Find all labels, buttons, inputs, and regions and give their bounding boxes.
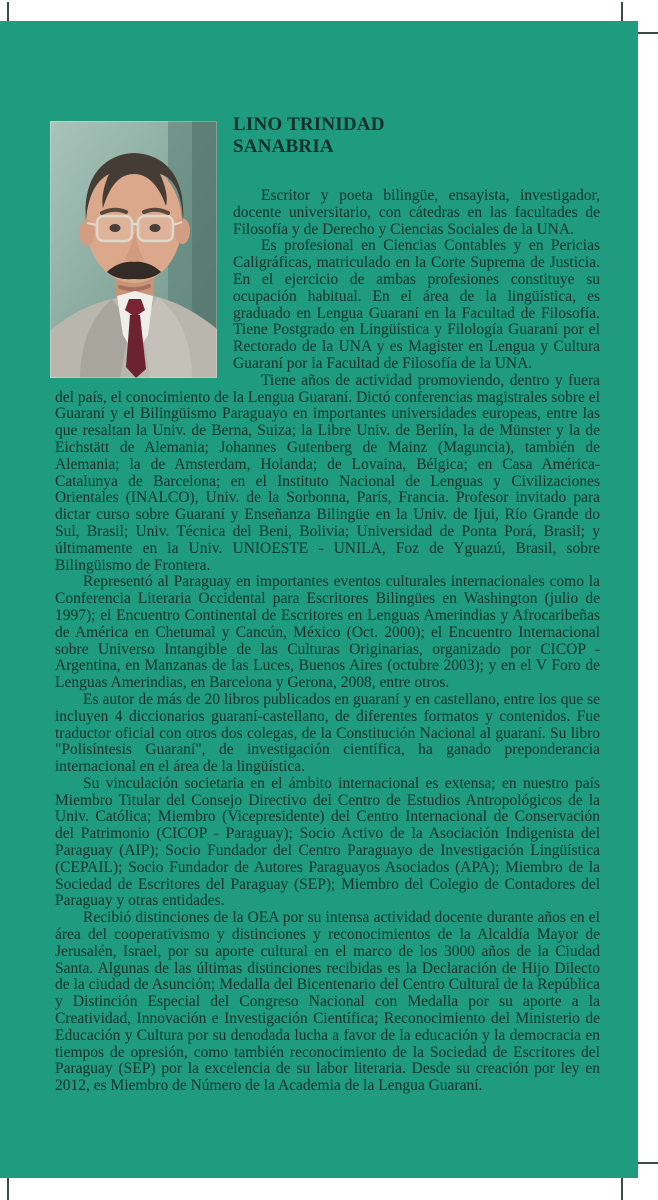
person-name-line2: SANABRIA	[233, 136, 334, 157]
biography-panel	[0, 21, 638, 1178]
bio-paragraph-2: Es profesional en Ciencias Contables y en Pericias Caligráficas, matriculado en la Corte Suprema de Justicia. En el ejercicio de ambas profesiones constituye su ocupación habitual. En el área de la lingüística, es graduado en Lengua Guaraní en la Facultad de Filosofía. Tiene Postgrado en Lingüística y Filología Guaraní por el Rectorado de la UNA y es Magister en Lengua y Cultura Guaraní por la Facultad de Filosofía de la UNA.	[233, 237, 600, 372]
bio-paragraph-3: Tiene años de actividad promoviendo, dentro y fuera del país, el conocimiento de la Lengua Guaraní. Dictó conferencias magistrales sobre el Guaraní y el Bilingüismo Paraguayo en importantes universidades europeas, entre las que resaltan la Univ. de Berna, Suiza; la Libre Univ. de Berlín, la de Münster y la de Eichstätt de Alemania; Johannes Gutenberg de Mainz (Maguncia), también de Alemania; la de Amsterdam, Holanda; de Lovaina, Bélgica; en Casa América-Catalunya de Barcelona; en el Instituto Nacional de Lenguas y Civilizaciones Orientales (INALCO), Univ. de la Sorbonna, París, Francia. Profesor invitado para dictar curso sobre Guaraní y Enseñanza Bilingüe en la Univ. de Ijui, Río Grande do Sul, Brasil; Univ. Técnica del Beni, Bolivia; Universidad de Ponta Porá, Brasil; y últimamente en la Univ. UNIOESTE - UNILA, Foz de Yguazú, Brasil, sobre Bilingüismo de Frontera.	[55, 371, 600, 574]
biography-content	[0, 21, 638, 1095]
portrait-illustration	[50, 121, 217, 378]
bio-paragraph-7: Recibió distinciones de la OEA por su intensa actividad docente durante años en el área del cooperativismo y distinciones y reconocimientos de la Alcaldía Mayor de Jerusalén, Israel, por su aporte cultural en el marco de los 3000 años de la Ciudad Santa. Algunas de las últimas distinciones recibidas es la Declaración de Hijo Dilecto de la ciudad de Asunción; Medalla del Bicentenario del Centro Cultural de la República y Distinción Especial del Congreso Nacional con Medalla por su aporte a la Creatividad, Innovación e Investigación Científica; Reconocimiento del Ministerio de Educación y Cultura por su denodada lucha a favor de la educación y la democracia en tiempos de opresión, como también reconocimiento de la Sociedad de Escritores del Paraguay (SEP) por la excelencia de su labor literaria. Desde su creación por ley en 2012, es Miembro de Número de la Academia de la Lengua Guaraní.	[55, 909, 600, 1095]
bio-paragraph-4: Representó al Paraguay en importantes eventos culturales internacionales como la Conferencia Literaria Occidental para Escritores Bilingües en Washington (julio de 1997); el Encuentro Continental de Escritores en Lenguas Amerindias y Afrocaribeñas de América en Chetumal y Cancún, México (Oct. 2000); el Encuentro Internacional sobre Universo Intangible de las Culturas Originarias, organizado por CICOP - Argentina, en Manzanas de las Luces, Buenos Aires (octubre 2003); y en el V Foro de Lenguas Amerindias, en Barcelona y Gerona, 2008, entre otros.	[55, 573, 600, 692]
bio-paragraph-6: Su vinculación societaria en el ámbito internacional es extensa; en nuestro país Miembro Titular del Consejo Directivo del Centro de Estudios Antropológicos de la Univ. Católica; Miembro (Vicepresidente) del Centro Internacional de Conservación del Patrimonio (CICOP - Paraguay); Socio Activo de la Asociación Indigenista del Paraguay (AIP); Socio Fundador del Centro Paraguayo de Investigación Lingüística (CEPAIL); Socio Fundador de Autores Paraguayos Asociados (APA); Miembro de la Sociedad de Escritores del Paraguay (SEP); Miembro del Colegio de Contadores del Paraguay y otras entidades.	[55, 774, 600, 910]
person-name-line1: LINO TRINIDAD	[233, 114, 385, 135]
bio-paragraph-1: Escritor y poeta bilingüe, ensayista, investigador, docente universitario, con cátedras en las facultades de Filosofía y de Derecho y Ciencias Sociales de la UNA.	[233, 187, 600, 238]
portrait-photo	[50, 121, 217, 378]
bio-paragraph-5: Es autor de más de 20 libros publicados en guaraní y en castellano, entre los que se incluyen 4 diccionarios guaraní-castellano, de diferentes formatos y contenidos. Fue traductor oficial con otros dos colegas, de la Constitución Nacional al guaraní. Su libro "Polisíntesis Guaraní", de investigación científica, ha ganado preponderancia internacional en el área de la lingüística.	[55, 690, 600, 776]
